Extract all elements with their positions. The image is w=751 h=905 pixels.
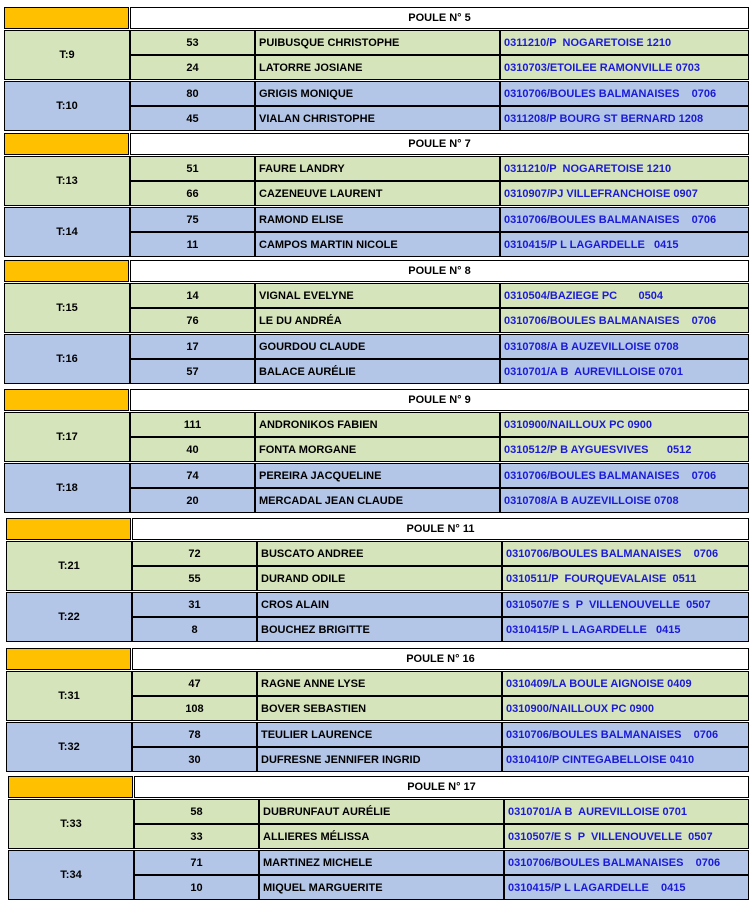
table-row xyxy=(130,412,749,437)
team-label: T:9 xyxy=(4,30,130,80)
player-number: 74 xyxy=(130,463,255,488)
poule-header xyxy=(0,133,751,156)
player-name: BUSCATO ANDREE xyxy=(257,541,502,566)
team-group xyxy=(0,81,751,132)
player-name: BALACE AURÉLIE xyxy=(255,359,500,384)
player-club: 0310706/BOULES BALMANAISES 0706 xyxy=(504,850,749,875)
player-name: CROS ALAIN xyxy=(257,592,502,617)
poule-title: POULE N° 5 xyxy=(130,7,749,29)
team-label: T:17 xyxy=(4,412,130,462)
player-number: 80 xyxy=(130,81,255,106)
poule-header xyxy=(0,7,751,30)
team-label: T:16 xyxy=(4,334,130,384)
player-club: 0310410/P CINTEGABELLOISE 0410 xyxy=(502,747,749,772)
player-number: 10 xyxy=(134,875,259,900)
player-number: 45 xyxy=(130,106,255,131)
team-label: T:34 xyxy=(8,850,134,900)
player-number: 78 xyxy=(132,722,257,747)
team-group xyxy=(0,463,751,514)
poule-block xyxy=(4,776,751,902)
player-club: 0310511/P FOURQUEVALAISE 0511 xyxy=(502,566,749,591)
player-number: 111 xyxy=(130,412,255,437)
player-number: 11 xyxy=(130,232,255,257)
player-name: DURAND ODILE xyxy=(257,566,502,591)
player-club: 0310507/E S P VILLENOUVELLE 0507 xyxy=(502,592,749,617)
table-row xyxy=(130,334,749,359)
player-number: 47 xyxy=(132,671,257,696)
player-club: 0310900/NAILLOUX PC 0900 xyxy=(500,412,749,437)
player-name: ANDRONIKOS FABIEN xyxy=(255,412,500,437)
poule-block xyxy=(2,648,751,774)
player-name: PUIBUSQUE CHRISTOPHE xyxy=(255,30,500,55)
team-group xyxy=(0,412,751,463)
table-row xyxy=(130,181,749,206)
table-row xyxy=(130,463,749,488)
player-number: 40 xyxy=(130,437,255,462)
player-club: 0310708/A B AUZEVILLOISE 0708 xyxy=(500,334,749,359)
table-row xyxy=(130,207,749,232)
player-club: 0311210/P NOGARETOISE 1210 xyxy=(500,30,749,55)
player-club: 0310507/E S P VILLENOUVELLE 0507 xyxy=(504,824,749,849)
orange-marker-cell xyxy=(8,776,133,798)
team-group xyxy=(2,592,751,643)
orange-marker-cell xyxy=(4,133,129,155)
player-number: 71 xyxy=(134,850,259,875)
poule-header xyxy=(2,648,751,671)
player-club: 0310706/BOULES BALMANAISES 0706 xyxy=(502,722,749,747)
player-name: BOVER SEBASTIEN xyxy=(257,696,502,721)
player-name: FAURE LANDRY xyxy=(255,156,500,181)
poule-header xyxy=(2,518,751,541)
player-name: MARTINEZ MICHELE xyxy=(259,850,504,875)
player-number: 53 xyxy=(130,30,255,55)
table-row xyxy=(130,359,749,384)
team-label: T:18 xyxy=(4,463,130,513)
player-club: 0310701/A B AUREVILLOISE 0701 xyxy=(504,799,749,824)
player-name: TEULIER LAURENCE xyxy=(257,722,502,747)
player-name: FONTA MORGANE xyxy=(255,437,500,462)
player-name: DUFRESNE JENNIFER INGRID xyxy=(257,747,502,772)
team-group xyxy=(0,156,751,207)
team-label: T:10 xyxy=(4,81,130,131)
poule-title: POULE N° 16 xyxy=(132,648,749,670)
player-name: DUBRUNFAUT AURÉLIE xyxy=(259,799,504,824)
player-number: 75 xyxy=(130,207,255,232)
player-name: VIALAN CHRISTOPHE xyxy=(255,106,500,131)
player-number: 17 xyxy=(130,334,255,359)
player-club: 0310415/P L LAGARDELLE 0415 xyxy=(502,617,749,642)
player-name: GRIGIS MONIQUE xyxy=(255,81,500,106)
table-row xyxy=(134,875,749,900)
player-name: VIGNAL EVELYNE xyxy=(255,283,500,308)
player-name: RAMOND ELISE xyxy=(255,207,500,232)
table-row xyxy=(132,722,749,747)
poule-block xyxy=(0,389,751,515)
table-row xyxy=(132,566,749,591)
player-club: 0310706/BOULES BALMANAISES 0706 xyxy=(500,207,749,232)
orange-marker-cell xyxy=(4,7,129,29)
team-group xyxy=(0,334,751,385)
player-club: 0310415/P L LAGARDELLE 0415 xyxy=(500,232,749,257)
player-club: 0310708/A B AUZEVILLOISE 0708 xyxy=(500,488,749,513)
table-row xyxy=(134,799,749,824)
player-number: 108 xyxy=(132,696,257,721)
poule-block xyxy=(0,7,751,133)
table-row xyxy=(132,541,749,566)
team-group xyxy=(2,541,751,592)
table-row xyxy=(130,283,749,308)
poule-title: POULE N° 11 xyxy=(132,518,749,540)
orange-marker-cell xyxy=(6,648,131,670)
player-number: 55 xyxy=(132,566,257,591)
player-number: 30 xyxy=(132,747,257,772)
player-name: GOURDOU CLAUDE xyxy=(255,334,500,359)
table-row xyxy=(130,308,749,333)
table-row xyxy=(132,617,749,642)
player-name: LE DU ANDRÉA xyxy=(255,308,500,333)
poule-block xyxy=(0,133,751,259)
table-row xyxy=(132,747,749,772)
player-number: 51 xyxy=(130,156,255,181)
player-name: MERCADAL JEAN CLAUDE xyxy=(255,488,500,513)
player-number: 24 xyxy=(130,55,255,80)
player-club: 0310706/BOULES BALMANAISES 0706 xyxy=(500,81,749,106)
table-row xyxy=(134,850,749,875)
table-row xyxy=(130,488,749,513)
table-row xyxy=(132,696,749,721)
player-number: 76 xyxy=(130,308,255,333)
team-group xyxy=(2,722,751,773)
poule-block xyxy=(2,518,751,644)
player-name: ALLIERES MÉLISSA xyxy=(259,824,504,849)
player-name: LATORRE JOSIANE xyxy=(255,55,500,80)
table-row xyxy=(130,232,749,257)
team-group xyxy=(4,850,751,901)
poule-header xyxy=(4,776,751,799)
player-number: 33 xyxy=(134,824,259,849)
player-name: BOUCHEZ BRIGITTE xyxy=(257,617,502,642)
team-group xyxy=(0,207,751,258)
table-row xyxy=(130,81,749,106)
team-label: T:15 xyxy=(4,283,130,333)
orange-marker-cell xyxy=(6,518,131,540)
player-name: PEREIRA JACQUELINE xyxy=(255,463,500,488)
poule-header xyxy=(0,260,751,283)
player-club: 0310706/BOULES BALMANAISES 0706 xyxy=(500,463,749,488)
player-club: 0310409/LA BOULE AIGNOISE 0409 xyxy=(502,671,749,696)
player-number: 57 xyxy=(130,359,255,384)
team-label: T:22 xyxy=(6,592,132,642)
player-club: 0310504/BAZIEGE PC 0504 xyxy=(500,283,749,308)
player-club: 0311210/P NOGARETOISE 1210 xyxy=(500,156,749,181)
player-number: 20 xyxy=(130,488,255,513)
player-club: 0310703/ETOILEE RAMONVILLE 0703 xyxy=(500,55,749,80)
player-number: 58 xyxy=(134,799,259,824)
player-club: 0310706/BOULES BALMANAISES 0706 xyxy=(500,308,749,333)
team-label: T:14 xyxy=(4,207,130,257)
player-club: 0310907/PJ VILLEFRANCHOISE 0907 xyxy=(500,181,749,206)
table-row xyxy=(132,592,749,617)
poule-block xyxy=(0,260,751,386)
poule-header xyxy=(0,389,751,412)
player-name: RAGNE ANNE LYSE xyxy=(257,671,502,696)
poule-title: POULE N° 9 xyxy=(130,389,749,411)
team-label: T:32 xyxy=(6,722,132,772)
player-number: 66 xyxy=(130,181,255,206)
player-club: 0310701/A B AUREVILLOISE 0701 xyxy=(500,359,749,384)
table-row xyxy=(130,156,749,181)
player-number: 72 xyxy=(132,541,257,566)
team-group xyxy=(0,283,751,334)
team-group xyxy=(2,671,751,722)
player-name: MIQUEL MARGUERITE xyxy=(259,875,504,900)
poule-title: POULE N° 8 xyxy=(130,260,749,282)
player-club: 0310512/P B AYGUESVIVES 0512 xyxy=(500,437,749,462)
table-row xyxy=(130,437,749,462)
player-club: 0310900/NAILLOUX PC 0900 xyxy=(502,696,749,721)
table-row xyxy=(130,30,749,55)
player-club: 0310706/BOULES BALMANAISES 0706 xyxy=(502,541,749,566)
team-group xyxy=(4,799,751,850)
player-club: 0310415/P L LAGARDELLE 0415 xyxy=(504,875,749,900)
team-label: T:33 xyxy=(8,799,134,849)
player-number: 14 xyxy=(130,283,255,308)
team-label: T:31 xyxy=(6,671,132,721)
player-club: 0311208/P BOURG ST BERNARD 1208 xyxy=(500,106,749,131)
table-row xyxy=(130,55,749,80)
player-number: 8 xyxy=(132,617,257,642)
orange-marker-cell xyxy=(4,260,129,282)
table-row xyxy=(134,824,749,849)
poule-title: POULE N° 7 xyxy=(130,133,749,155)
orange-marker-cell xyxy=(4,389,129,411)
poule-title: POULE N° 17 xyxy=(134,776,749,798)
table-row xyxy=(130,106,749,131)
player-number: 31 xyxy=(132,592,257,617)
table-row xyxy=(132,671,749,696)
player-name: CAZENEUVE LAURENT xyxy=(255,181,500,206)
team-label: T:21 xyxy=(6,541,132,591)
team-label: T:13 xyxy=(4,156,130,206)
team-group xyxy=(0,30,751,81)
player-name: CAMPOS MARTIN NICOLE xyxy=(255,232,500,257)
